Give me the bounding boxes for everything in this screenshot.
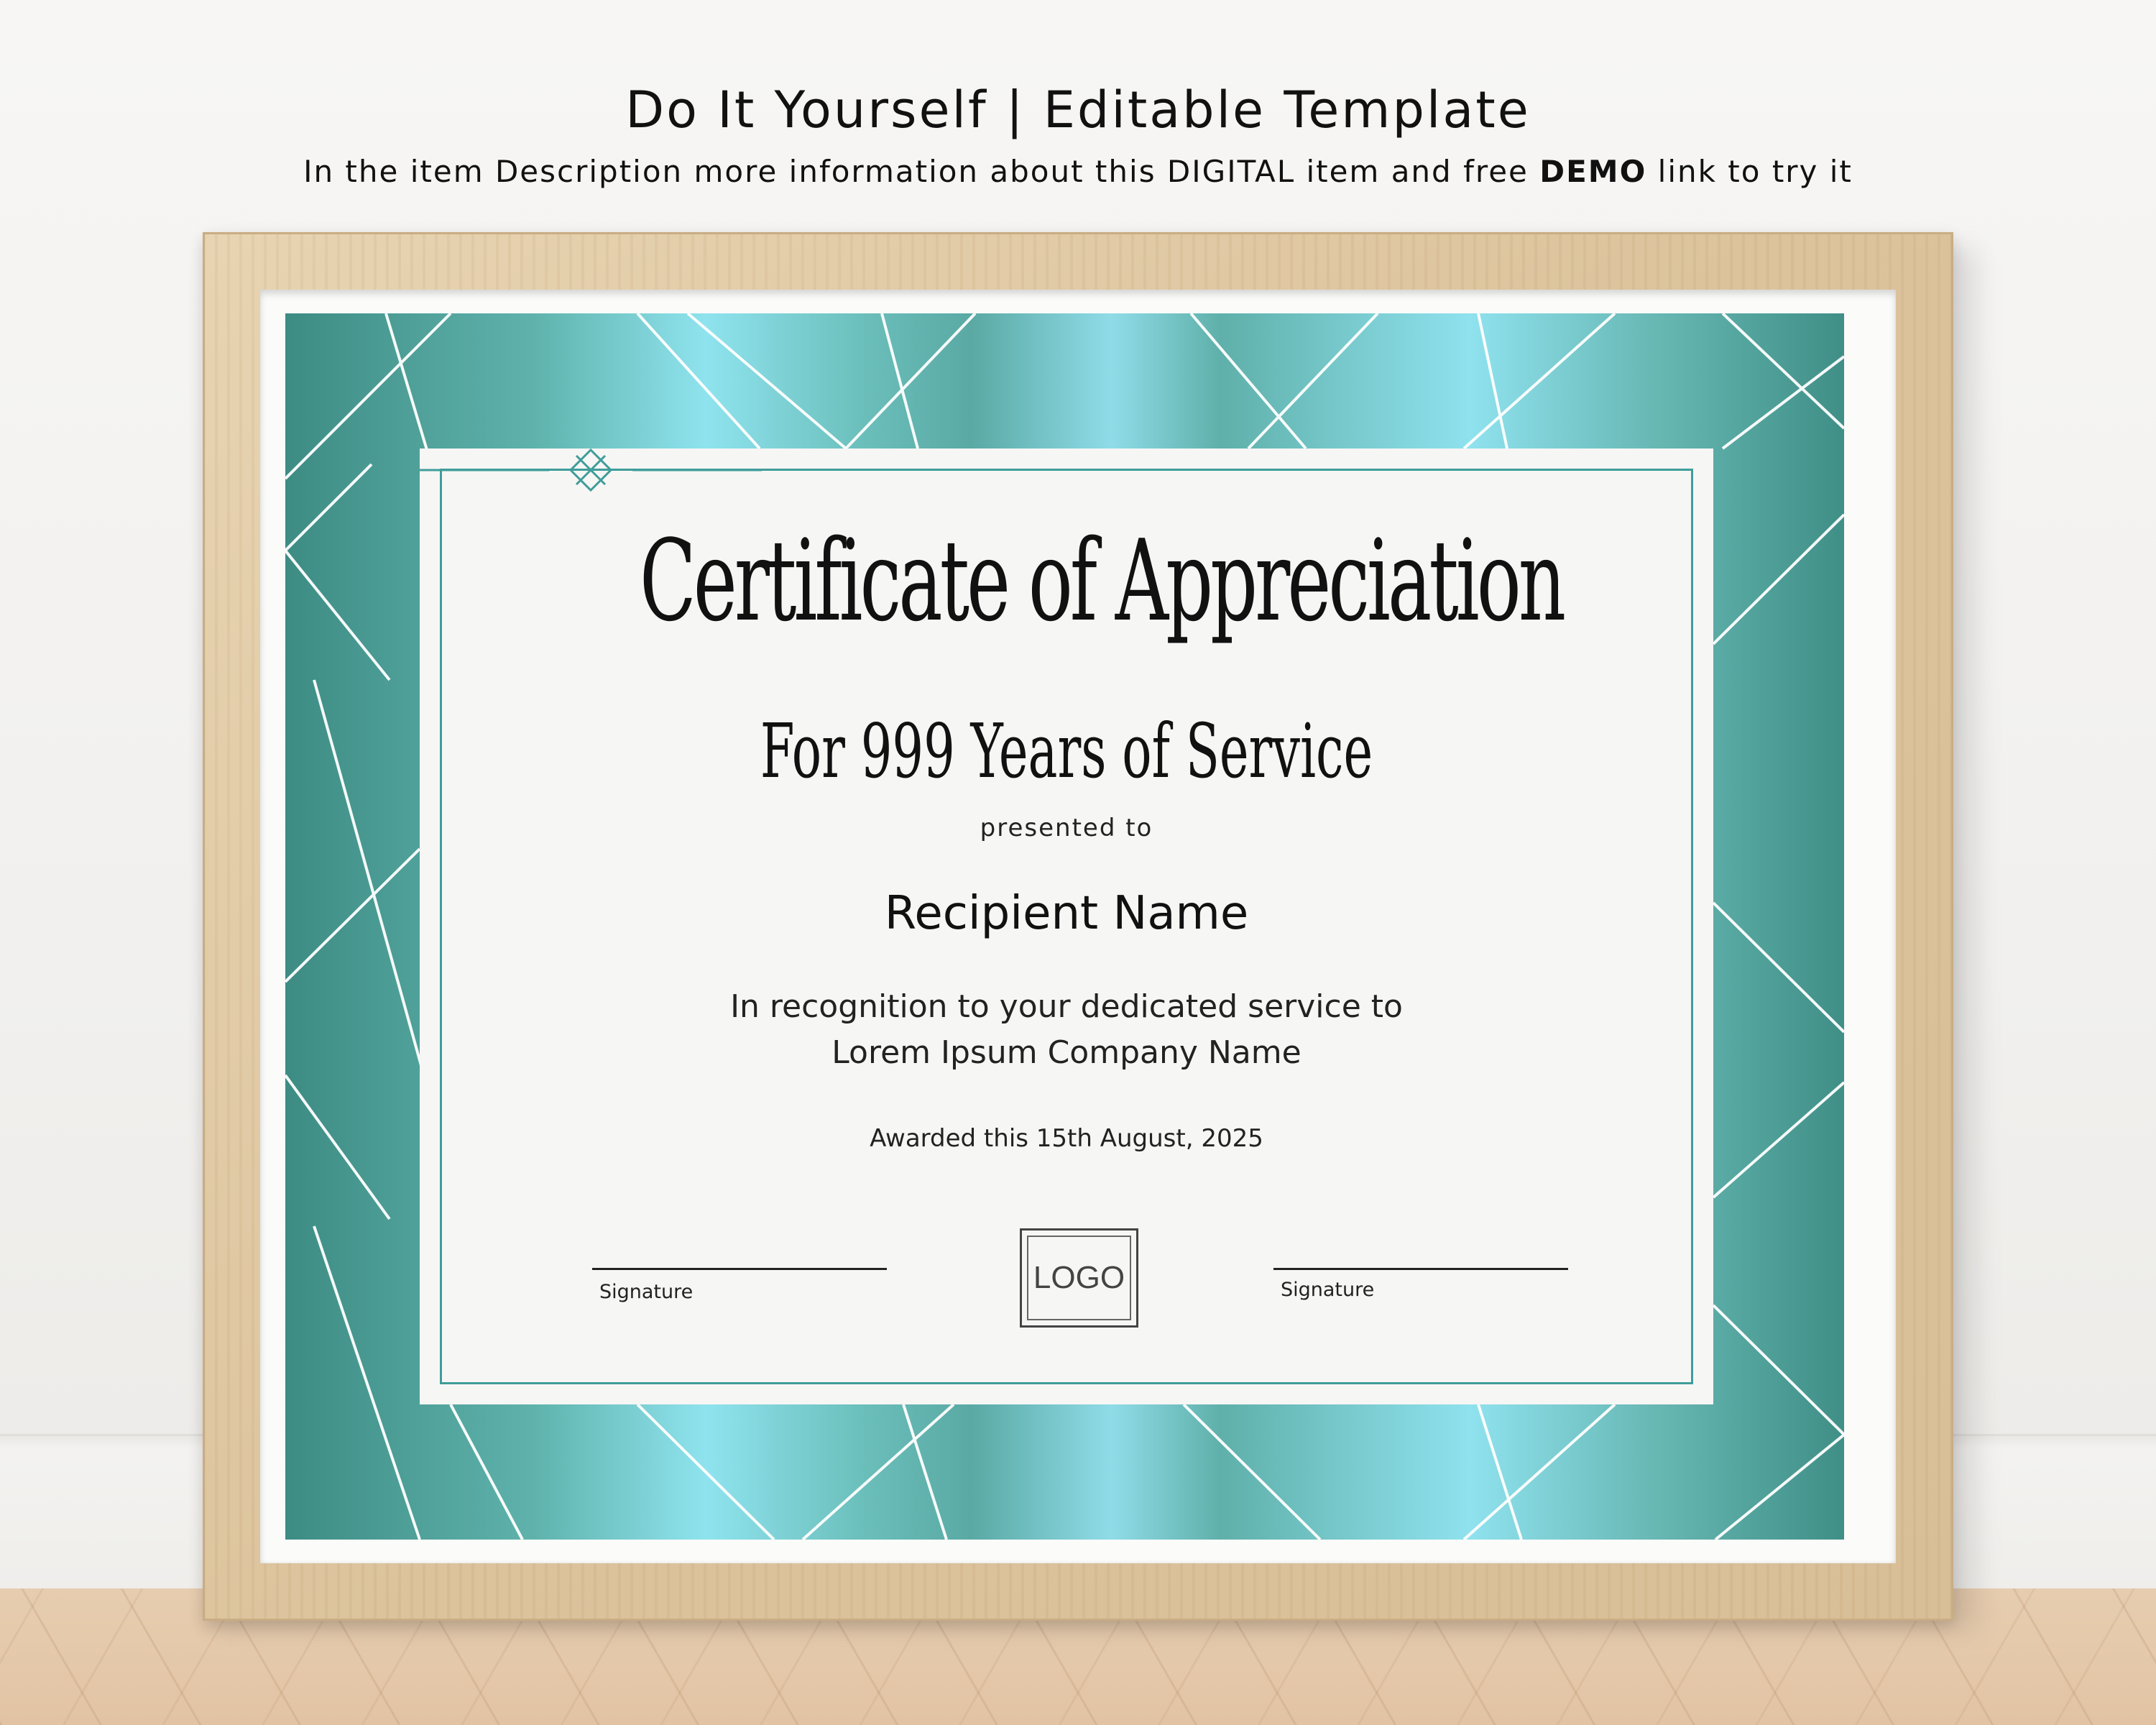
- recognition-line-1: In recognition to your dedicated service to: [730, 988, 1403, 1025]
- certificate-subtitle: For 999 Years of Service: [760, 707, 1373, 795]
- certificate-title: Certificate of Appreciation: [640, 515, 1564, 646]
- recognition-line-2: Lorem Ipsum Company Name: [831, 1034, 1302, 1071]
- signature-line-right: [1273, 1268, 1568, 1270]
- frame-mat: [260, 290, 1896, 1563]
- signature-label-left: Signature: [599, 1281, 694, 1303]
- awarded-date: Awarded this 15th August, 2025: [870, 1124, 1263, 1153]
- banner-heading: Do It Yourself | Editable Template: [625, 80, 1531, 139]
- logo-placeholder: [1020, 1228, 1138, 1328]
- logo-text: LOGO: [1027, 1236, 1131, 1320]
- presented-to-label: presented to: [980, 814, 1153, 842]
- subheading-demo: DEMO: [1539, 154, 1647, 189]
- certificate-panel: [420, 448, 1713, 1404]
- signature-label-right: Signature: [1281, 1279, 1375, 1301]
- subheading-text-start: In the item Description more information about this DIGITAL item and free: [303, 154, 1529, 189]
- recognition-text: [420, 984, 1713, 1076]
- diamond-ornament-icon: [420, 448, 762, 492]
- picture-frame: [203, 232, 1953, 1621]
- signature-line-left: [592, 1268, 887, 1270]
- subheading-text-end: link to try it: [1657, 154, 1853, 189]
- certificate-artwork: [285, 313, 1844, 1540]
- recipient-name: Recipient Name: [884, 887, 1249, 940]
- banner-subheading: [0, 154, 2156, 189]
